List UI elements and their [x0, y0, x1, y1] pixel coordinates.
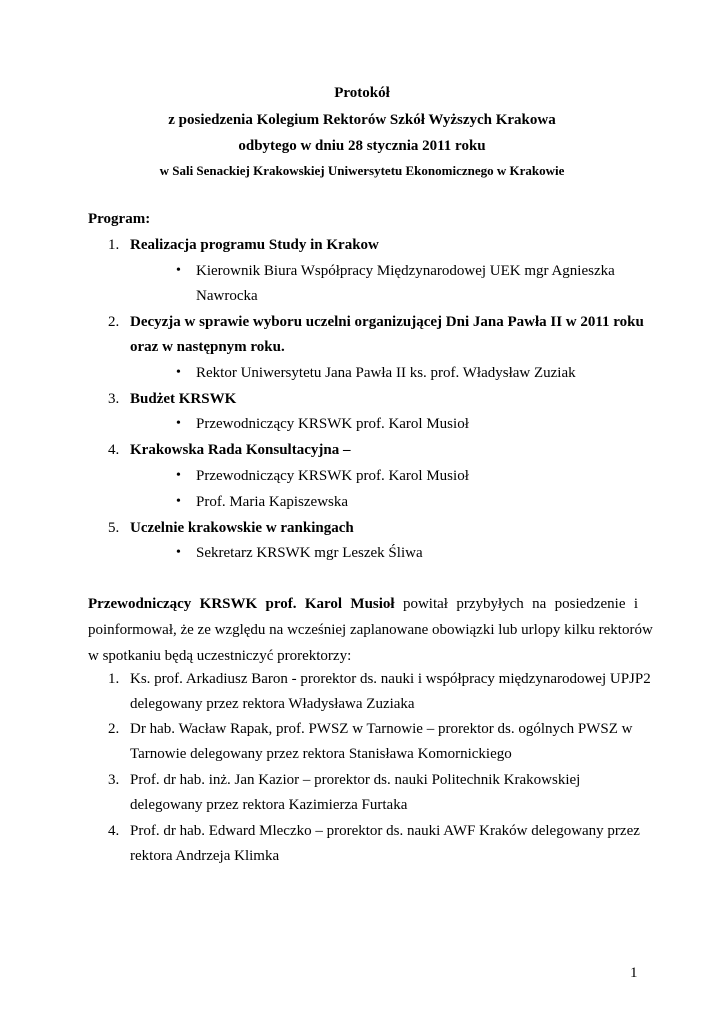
prorector-entry: Ks. prof. Arkadiusz Baron - prorektor ds. nauki i współpracy międzynarodowej UPJP2: [130, 671, 651, 687]
intro-line-1-rest: powitał przybyłych na posiedzenie i: [402, 596, 638, 612]
bullet-icon: •: [176, 263, 181, 278]
document-subtitle: z posiedzenia Kolegium Rektorów Szkół Wyższych Krakowa: [168, 112, 556, 128]
prorector-entry-cont: delegowany przez rektora Kazimierza Furtaka: [130, 797, 408, 813]
program-item-presenter-cont: Nawrocka: [196, 288, 258, 304]
program-item-presenter: Sekretarz KRSWK mgr Leszek Śliwa: [196, 545, 423, 561]
intro-line-2: poinformował, że ze względu na wcześniej zaplanowane obowiązki lub urlopy kilku rektorów: [88, 622, 653, 638]
program-item-number: 4.: [108, 442, 120, 458]
program-item-title-cont: oraz w następnym roku.: [130, 339, 285, 355]
program-item-title: Uczelnie krakowskie w rankingach: [130, 520, 354, 536]
bullet-icon: •: [176, 494, 181, 509]
program-item-title: Budżet KRSWK: [130, 391, 237, 407]
program-item-title: Decyzja w sprawie wyboru uczelni organizującej Dni Jana Pawła II w 2011 roku: [130, 314, 644, 330]
bullet-icon: •: [176, 468, 181, 483]
meeting-location: w Sali Senackiej Krakowskiej Uniwersytetu Ekonomicznego w Krakowie: [159, 163, 565, 178]
program-item-title: Krakowska Rada Konsultacyjna –: [130, 442, 351, 458]
page-number: 1: [630, 965, 638, 981]
program-item-presenter: Przewodniczący KRSWK prof. Karol Musioł: [196, 468, 469, 484]
program-item-presenter: Kierownik Biura Współpracy Międzynarodowej UEK mgr Agnieszka: [196, 263, 615, 279]
program-item-number: 5.: [108, 520, 120, 536]
prorector-entry: Dr hab. Wacław Rapak, prof. PWSZ w Tarnowie – prorektor ds. ogólnych PWSZ w: [130, 721, 633, 737]
program-item-title: Realizacja programu Study in Krakow: [130, 237, 379, 253]
program-item-presenter: Rektor Uniwersytetu Jana Pawła II ks. prof. Władysław Zuziak: [196, 365, 576, 381]
intro-paragraph: [88, 591, 653, 669]
bullet-icon: •: [176, 416, 181, 431]
prorector-number: 2.: [108, 721, 120, 737]
program-item-number: 2.: [108, 314, 120, 330]
program-heading: Program:: [88, 211, 151, 227]
intro-line-3: w spotkaniu będą uczestniczyć prorektorzy:: [88, 648, 352, 664]
program-item-number: 3.: [108, 391, 120, 407]
bullet-icon: •: [176, 365, 181, 380]
bullet-icon: •: [176, 545, 181, 560]
chairman-name: Przewodniczący KRSWK prof. Karol Musioł: [88, 596, 395, 612]
prorector-entry: Prof. dr hab. Edward Mleczko – prorektor ds. nauki AWF Kraków delegowany przez: [130, 823, 640, 839]
prorector-number: 3.: [108, 772, 120, 788]
prorector-entry-cont: Tarnowie delegowany przez rektora Stanisława Komornickiego: [130, 746, 512, 762]
program-item-presenter: Prof. Maria Kapiszewska: [196, 494, 349, 510]
program-item-number: 1.: [108, 237, 120, 253]
prorector-number: 4.: [108, 823, 120, 839]
meeting-date: odbytego w dniu 28 stycznia 2011 roku: [238, 138, 486, 154]
document-title: Protokół: [334, 85, 390, 101]
prorector-number: 1.: [108, 671, 120, 687]
prorector-entry-cont: rektora Andrzeja Klimka: [130, 848, 280, 864]
intro-line-1: [88, 591, 638, 617]
prorector-entry: Prof. dr hab. inż. Jan Kazior – prorektor ds. nauki Politechnik Krakowskiej: [130, 772, 581, 788]
program-item-presenter: Przewodniczący KRSWK prof. Karol Musioł: [196, 416, 469, 432]
prorector-entry-cont: delegowany przez rektora Władysława Zuziaka: [130, 696, 415, 712]
